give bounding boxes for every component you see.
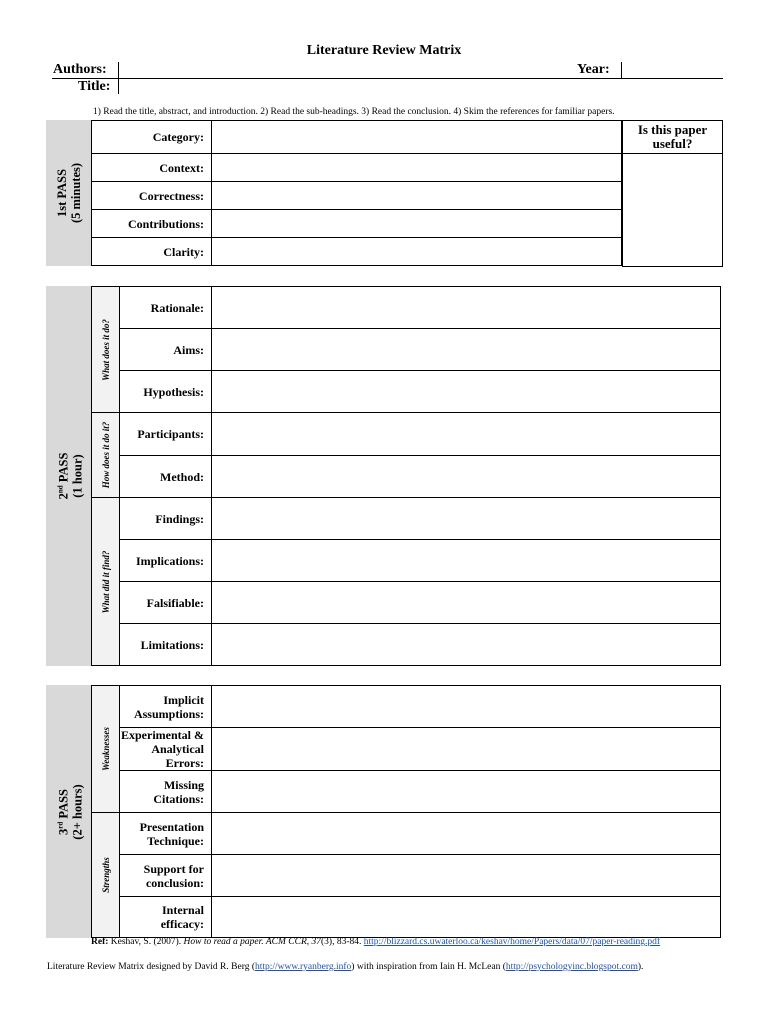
contributions-field[interactable] [211,209,622,238]
pass3-band [46,685,91,938]
rationale-field[interactable] [211,286,721,329]
correctness-field[interactable] [211,181,622,210]
findings-field[interactable] [211,497,721,540]
pass3-label [53,784,84,839]
aims-field[interactable] [211,328,721,371]
group-what-does-it-do [91,286,120,413]
implications-label: Implications: [119,539,212,582]
footer-link-ryanberg[interactable]: http://www.ryanberg.info [254,962,352,972]
footer-text: ) with inspiration from Iain H. McLean ( [351,962,506,972]
group-how-does-it-do-it [91,412,120,498]
limitations-label: Limitations: [119,623,212,666]
hypothesis-label: Hypothesis: [119,370,212,413]
footer-text: Literature Review Matrix designed by David R. Berg ( [47,962,255,972]
presentation-technique-field[interactable] [211,812,721,855]
reference [91,937,660,947]
reference-title: How to read a paper. ACM CCR, 37 [183,937,322,947]
page-title: Literature Review Matrix [306,43,462,58]
category-label: Category: [91,120,212,154]
instructions: 1) Read the title, abstract, and introduction. 2) Read the sub-headings. 3) Read the conclusion. 4) Skim the references for familiar papers. [93,107,615,117]
header-vertical-rule [118,62,119,94]
group-strengths [91,812,120,938]
pass3-duration: (2+ hours) [70,783,85,840]
pass1-name: 1st PASS [54,168,69,218]
support-for-conclusion-field[interactable] [211,854,721,897]
reference-link[interactable]: http://blizzard.cs.uwaterloo.ca/keshav/home/Papers/data/07/paper-reading.pdf [363,937,661,947]
reference-label: Ref: [91,937,109,947]
method-label: Method: [119,455,212,498]
useful-question-text: Is this paper useful? [637,122,708,151]
group-label: Strengths [100,857,111,893]
group-label: Weaknesses [100,727,111,771]
hypothesis-field[interactable] [211,370,721,413]
group-label: How does it do it? [100,421,111,489]
falsifiable-label: Falsifiable: [119,581,212,624]
internal-efficacy-field[interactable] [211,896,721,938]
implicit-assumptions-field[interactable] [211,685,721,728]
participants-field[interactable] [211,412,721,456]
analytical-errors-field[interactable] [211,727,721,771]
authors-field[interactable] [120,62,575,77]
reference-text-after: (3), 83-84. [321,937,364,947]
year-field[interactable] [623,62,723,77]
year-vertical-rule [621,62,622,78]
implications-field[interactable] [211,539,721,582]
implicit-assumptions-label: Implicit Assumptions: [119,685,212,728]
useful-question [622,120,723,154]
clarity-field[interactable] [211,237,622,266]
footer-text: ). [637,962,644,972]
footer-credit [47,962,643,972]
year-label: Year: [577,62,610,77]
context-field[interactable] [211,153,622,182]
title-label: Title: [78,79,111,94]
falsifiable-field[interactable] [211,581,721,624]
footer-link-psychologyinc[interactable]: http://psychologyinc.blogspot.com [505,962,638,972]
pass2-band [46,286,91,666]
authors-label: Authors: [53,62,107,77]
category-field[interactable] [211,120,622,154]
pass3-name: 3rd PASS [55,788,71,835]
group-what-did-it-find [91,497,120,666]
pass2-name: 2nd PASS [55,452,71,500]
useful-field[interactable] [622,153,723,267]
group-label: What did it find? [100,550,111,613]
pass1-label [55,163,83,223]
analytical-errors-label: Experimental & Analytical Errors: [119,727,212,771]
contributions-label: Contributions: [91,209,212,238]
participants-label: Participants: [119,412,212,456]
missing-citations-label: Missing Citations: [119,770,212,813]
presentation-technique-label: Presentation Technique: [119,812,212,855]
pass2-label [53,453,84,500]
clarity-label: Clarity: [91,237,212,266]
missing-citations-field[interactable] [211,770,721,813]
group-label: What does it do? [100,318,111,381]
pass1-band [46,120,91,266]
pass2-duration: (1 hour) [70,454,85,498]
pass1-duration: (5 minutes) [68,162,83,224]
group-weaknesses [91,685,120,813]
limitations-field[interactable] [211,623,721,666]
aims-label: Aims: [119,328,212,371]
correctness-label: Correctness: [91,181,212,210]
rationale-label: Rationale: [119,286,212,329]
context-label: Context: [91,153,212,182]
support-for-conclusion-label: Support for conclusion: [119,854,212,897]
title-field[interactable] [120,79,723,94]
reference-text: Keshav, S. (2007). [108,937,184,947]
internal-efficacy-label: Internal efficacy: [119,896,212,938]
method-field[interactable] [211,455,721,498]
findings-label: Findings: [119,497,212,540]
